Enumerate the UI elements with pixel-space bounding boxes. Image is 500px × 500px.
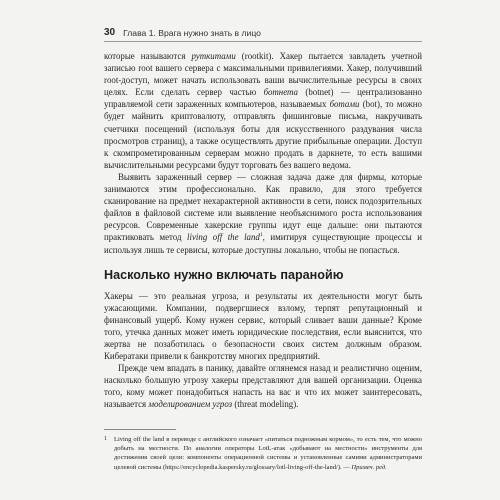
text-run: Выявить зараженный сервер — сложная задача даже для фирмы, которые занимаются этим профессионально. Как правило, для этого требуется сканирование на предмет нехарактерной активности в сети, поиск подозрительных файлов в файловой системе или выявление необъяснимого роста использования ресурсов. Современные хакерские группы идут еще дальше: они пытаются практиковать метод (104, 171, 422, 243)
term-threat-modeling: моделированием угроз (148, 399, 233, 410)
page-number: 30 (104, 27, 116, 38)
body-text (104, 50, 422, 411)
footnote-mark: 1 (104, 436, 107, 443)
term-botnet: ботнета (263, 87, 298, 98)
footnote (104, 435, 422, 471)
paragraph-threat-modeling (104, 362, 422, 410)
paragraph-hackers-threat: Хакеры — это реальная угроза, и результаты их деятельности могут быть ужасающими. Компании, подвергшиеся взлому, терпят репутационный и финансовый ущерб. Кому нужен сервис, который сливает ваши данные? Кроме того, утечка данных может иметь юридические последствия, если выяснится, что жертва не позаботилась о безопасности своих систем должным образом. Кибератаки привели к банкротству многих предприятий. (104, 290, 422, 362)
term-rootkits: руткитами (191, 51, 236, 61)
text-run: (botnet) — централизованно управляемой сети зараженных компьютеров, называемых (104, 87, 422, 110)
footnote-divider (104, 429, 176, 430)
text-run: (bot), то можно будет майнить криптовалюту, отправлять фишинговые письма, накручивать счетчики посещений (используя боты для искусственного раздувания числа просмотров страниц), а также осуществлять другие прибыльные операции. Доступ к скомпрометированным серверам можно продать в даркнете, то есть вашими вычислительными ресурсами будут торговать без вашего ведома. (104, 99, 422, 170)
text-run: Прежде чем впадать в панику, давайте оглянемся назад и реалистично оценим, насколько большую угрозу хакеры представляют для вашей организации. Оценка того, кому может понадобиться напасть на вас и что их может заинтересовать, называется (104, 363, 422, 410)
paragraph-rootkits (104, 50, 422, 171)
term-living-off-the-land: living off the land (187, 232, 260, 243)
text-run: (rootkit). Хакер пытается завладеть учетной записью root вашего сервера с максимальными привилегиями. Хакер, получивший root-доступ, может начать использовать ваши вычислительные ресурсы в своих целях. Если сделать сервер частью (104, 51, 422, 98)
chapter-title: Глава 1. Врага нужно знать в лицо (123, 28, 261, 38)
text-run: Living off the land в переводе с английского означает «питаться подножным кормом», то есть тем, что можно добыть на местности. По аналогии операторы LotL-атак «добывают на местности» инструменты для достижения своей цели: компоненты операционной системы и установленные самими администраторами целевой системы (https://encyclopedia.kaspersky.ru/glossary/lotl-living-off-the-land/). — (114, 436, 422, 471)
editor-note: Примеч. ред. (351, 463, 387, 471)
footnote-text (114, 435, 422, 471)
paragraph-detection (104, 171, 422, 256)
text-run: , имитируя существующие процессы и используя лишь те сервисы, которые доступны локально, чтобы не попасться. (104, 232, 423, 255)
running-head (104, 22, 422, 42)
text-run: которые называются (104, 51, 192, 61)
footnote-reference[interactable]: 1 (259, 232, 263, 239)
term-bots: ботами (329, 99, 360, 110)
text-run: (threat modeling). (232, 399, 299, 410)
section-heading: Насколько нужно включать паранойю (104, 267, 344, 282)
